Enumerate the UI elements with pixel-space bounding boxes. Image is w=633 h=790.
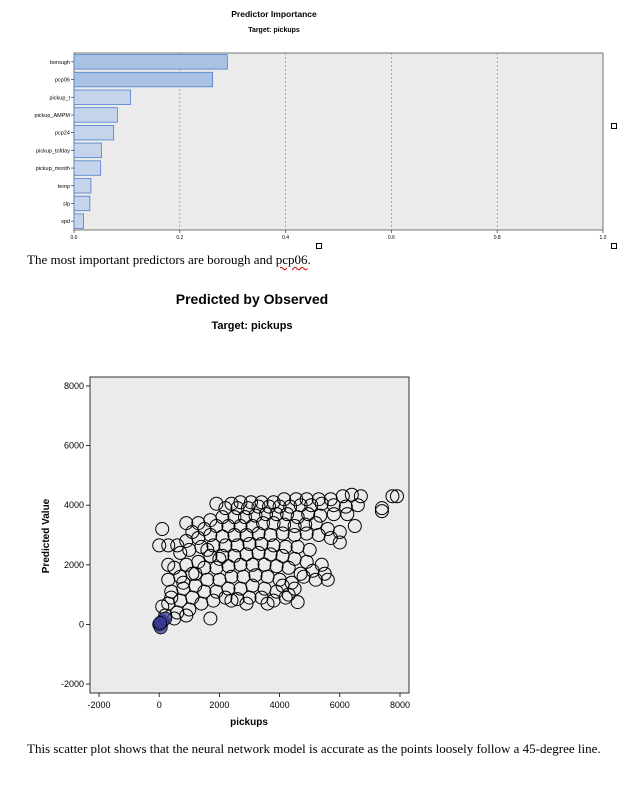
- importance-x-tick-label: 0.4: [282, 235, 290, 241]
- scatter-title: Predicted by Observed: [175, 291, 329, 307]
- importance-category-label: pickup_tofday: [36, 148, 70, 155]
- importance-caption: [27, 251, 617, 268]
- importance-category-label: pickup_t: [49, 95, 70, 102]
- importance-bar: [74, 90, 131, 105]
- importance-subtitle: Target: pickups: [248, 27, 300, 34]
- importance-category-label: pcp06: [55, 77, 70, 84]
- scatter-caption: This scatter plot shows that the neural network model is accurate as the points loosely follow a 45-degree line.: [27, 741, 601, 756]
- scatter-x-tick-label: 0: [156, 700, 162, 710]
- importance-bar: [74, 178, 91, 193]
- scatter-y-tick-label: 6000: [63, 440, 84, 451]
- chart-resize-handle[interactable]: [611, 123, 617, 129]
- scatter-x-tick-label: 2000: [209, 700, 230, 710]
- scatter-y-tick-label: 4000: [63, 500, 84, 511]
- scatter-x-tick-label: 6000: [329, 700, 350, 710]
- scatter-y-tick-label: 2000: [63, 559, 84, 570]
- spelling-flagged-word[interactable]: pcp06: [275, 252, 308, 267]
- importance-x-tick-label: 0.8: [493, 235, 501, 241]
- importance-category-label: pickup_AMPM: [34, 112, 70, 119]
- importance-x-tick-label: 0.2: [176, 235, 184, 241]
- scatter-y-tick-label: 8000: [63, 380, 84, 391]
- chart-resize-handle[interactable]: [611, 243, 617, 249]
- scatter-x-axis-label: pickups: [230, 717, 268, 728]
- scatter-plot-area: [90, 377, 409, 693]
- caption-text: .: [307, 252, 311, 267]
- importance-x-tick-label: 0.6: [387, 235, 395, 241]
- importance-bar: [74, 214, 84, 229]
- importance-category-label: pickup_month: [35, 166, 70, 173]
- scatter-x-tick-label: 4000: [269, 700, 290, 710]
- scatter-y-tick-label: -2000: [60, 679, 84, 690]
- caption-text: The most important predictors are borough and: [27, 252, 276, 267]
- chart-resize-handle[interactable]: [316, 243, 322, 249]
- scatter-point-dense: [154, 616, 167, 629]
- importance-category-label: borough: [49, 59, 70, 66]
- scatter-y-axis-label: Predicted Value: [41, 498, 52, 574]
- importance-bar: [74, 108, 117, 123]
- scatter-y-tick-label: 0: [78, 619, 84, 630]
- importance-bar: [74, 161, 100, 176]
- importance-bar: [74, 55, 227, 70]
- importance-bar: [74, 196, 90, 211]
- predictor-importance-chart: [0, 0, 633, 260]
- importance-x-tick-label: 1.0: [599, 235, 607, 241]
- importance-bar: [74, 125, 114, 140]
- importance-bar: [74, 143, 102, 158]
- scatter-x-tick-label: -2000: [87, 700, 111, 710]
- importance-category-label: pcp24: [55, 130, 70, 137]
- importance-title: Predictor Importance: [231, 9, 317, 19]
- importance-x-tick-label: 0.0: [70, 235, 78, 241]
- scatter-x-tick-label: 8000: [389, 700, 410, 710]
- importance-category-label: slp: [62, 201, 70, 208]
- importance-category-label: spd: [61, 219, 70, 226]
- importance-category-label: temp: [57, 183, 70, 190]
- scatter-subtitle: Target: pickups: [211, 320, 293, 332]
- importance-bar: [74, 72, 213, 87]
- predicted-by-observed-chart: [0, 280, 633, 735]
